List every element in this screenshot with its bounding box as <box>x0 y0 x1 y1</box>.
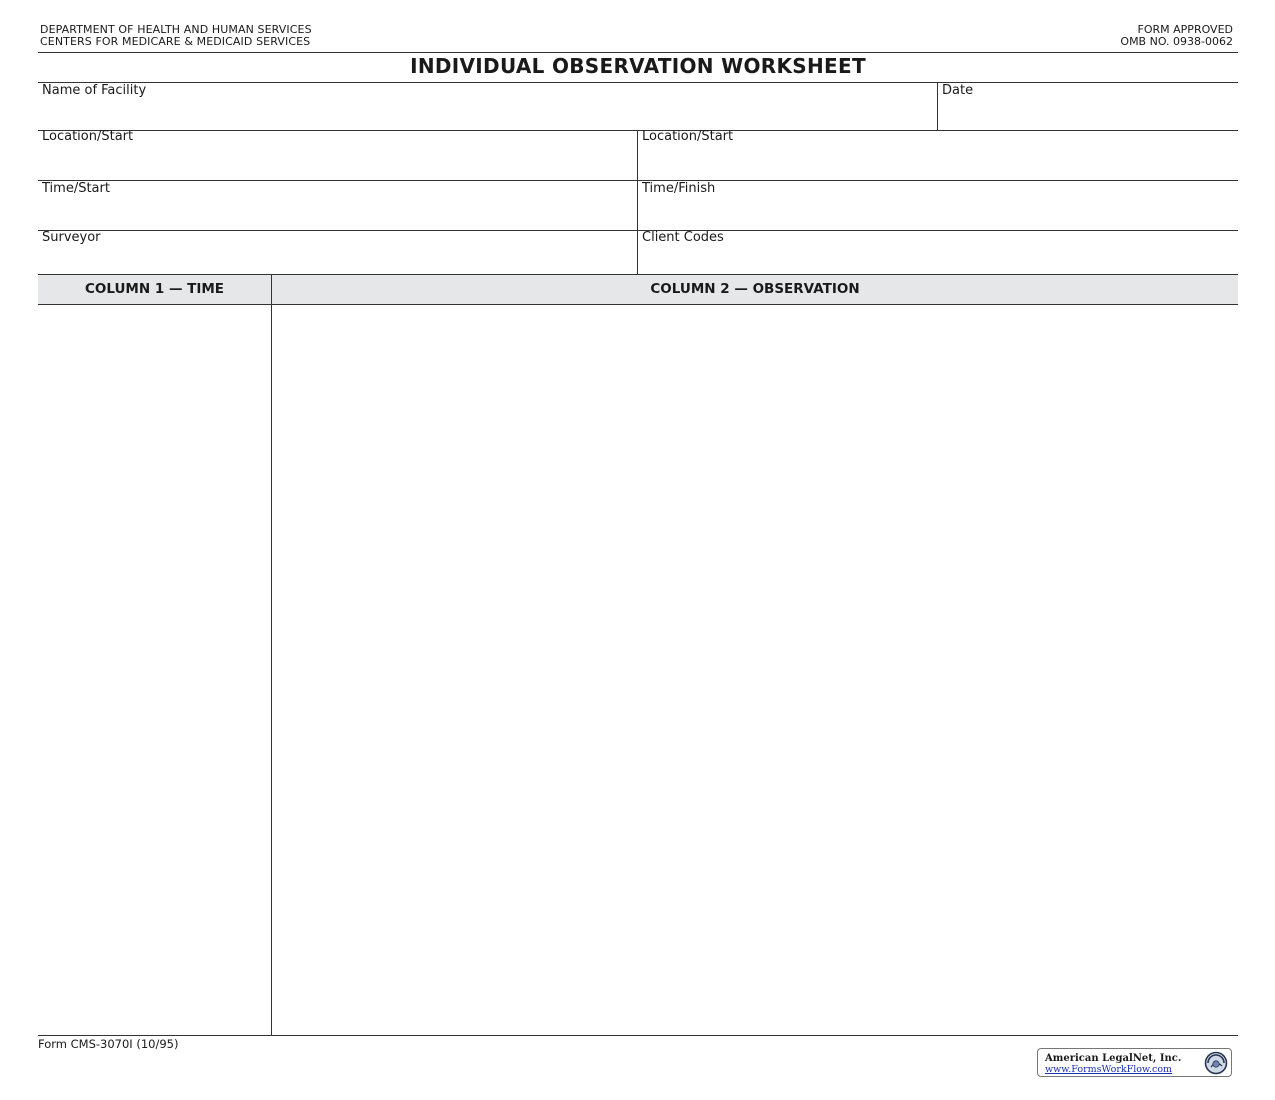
row-2-rule <box>38 180 1238 181</box>
location-start-right-field[interactable] <box>640 146 1236 178</box>
location-start-left-label: Location/Start <box>42 129 134 144</box>
time-finish-label: Time/Finish <box>642 181 716 196</box>
approval-header <box>1120 24 1233 48</box>
date-divider <box>937 82 938 130</box>
date-label: Date <box>942 83 974 98</box>
form-number: Form CMS-3070I (10/95) <box>38 1037 179 1051</box>
bottom-rule <box>38 1035 1238 1036</box>
agency-line-2: CENTERS FOR MEDICARE & MEDICAID SERVICES <box>40 35 311 48</box>
column-header-rule <box>38 304 1238 305</box>
observation-column-area[interactable] <box>273 306 1237 1034</box>
title-top-rule <box>38 52 1238 53</box>
time-start-label: Time/Start <box>42 181 110 196</box>
time-finish-field[interactable] <box>640 198 1236 228</box>
facility-name-label: Name of Facility <box>42 83 147 98</box>
column-1-header <box>38 275 271 304</box>
form-title: INDIVIDUAL OBSERVATION WORKSHEET <box>410 54 866 78</box>
row-1-rule <box>38 130 1238 131</box>
surveyor-field[interactable] <box>38 246 635 273</box>
column-1-title: COLUMN 1 — TIME <box>84 281 225 297</box>
facility-name-field[interactable] <box>38 98 935 128</box>
date-field[interactable] <box>940 98 1236 128</box>
row-3-rule <box>38 230 1238 231</box>
location-start-right-label: Location/Start <box>642 129 734 144</box>
client-codes-field[interactable] <box>640 246 1236 273</box>
time-column-area[interactable] <box>38 306 270 1034</box>
legalnet-badge[interactable] <box>1037 1048 1232 1077</box>
column-2-title: COLUMN 2 — OBSERVATION <box>650 281 860 297</box>
agency-header <box>40 24 312 48</box>
badge-site-link[interactable]: www.FormsWorkFlow.com <box>1045 1064 1173 1075</box>
column-divider <box>271 274 272 1036</box>
center-divider <box>637 130 638 274</box>
title-bottom-rule <box>38 82 1238 83</box>
badge-company: American LegalNet, Inc. <box>1045 1053 1182 1064</box>
time-start-field[interactable] <box>38 198 635 228</box>
client-codes-label: Client Codes <box>642 230 724 245</box>
column-2-header <box>272 275 1238 304</box>
globe-logo-icon <box>1204 1051 1228 1075</box>
approval-line-1: FORM APPROVED <box>1137 23 1233 36</box>
omb-number: OMB NO. 0938-0062 <box>1120 35 1233 48</box>
agency-line-1: DEPARTMENT OF HEALTH AND HUMAN SERVICES <box>40 23 312 36</box>
location-start-left-field[interactable] <box>38 146 635 178</box>
surveyor-label: Surveyor <box>42 230 101 245</box>
